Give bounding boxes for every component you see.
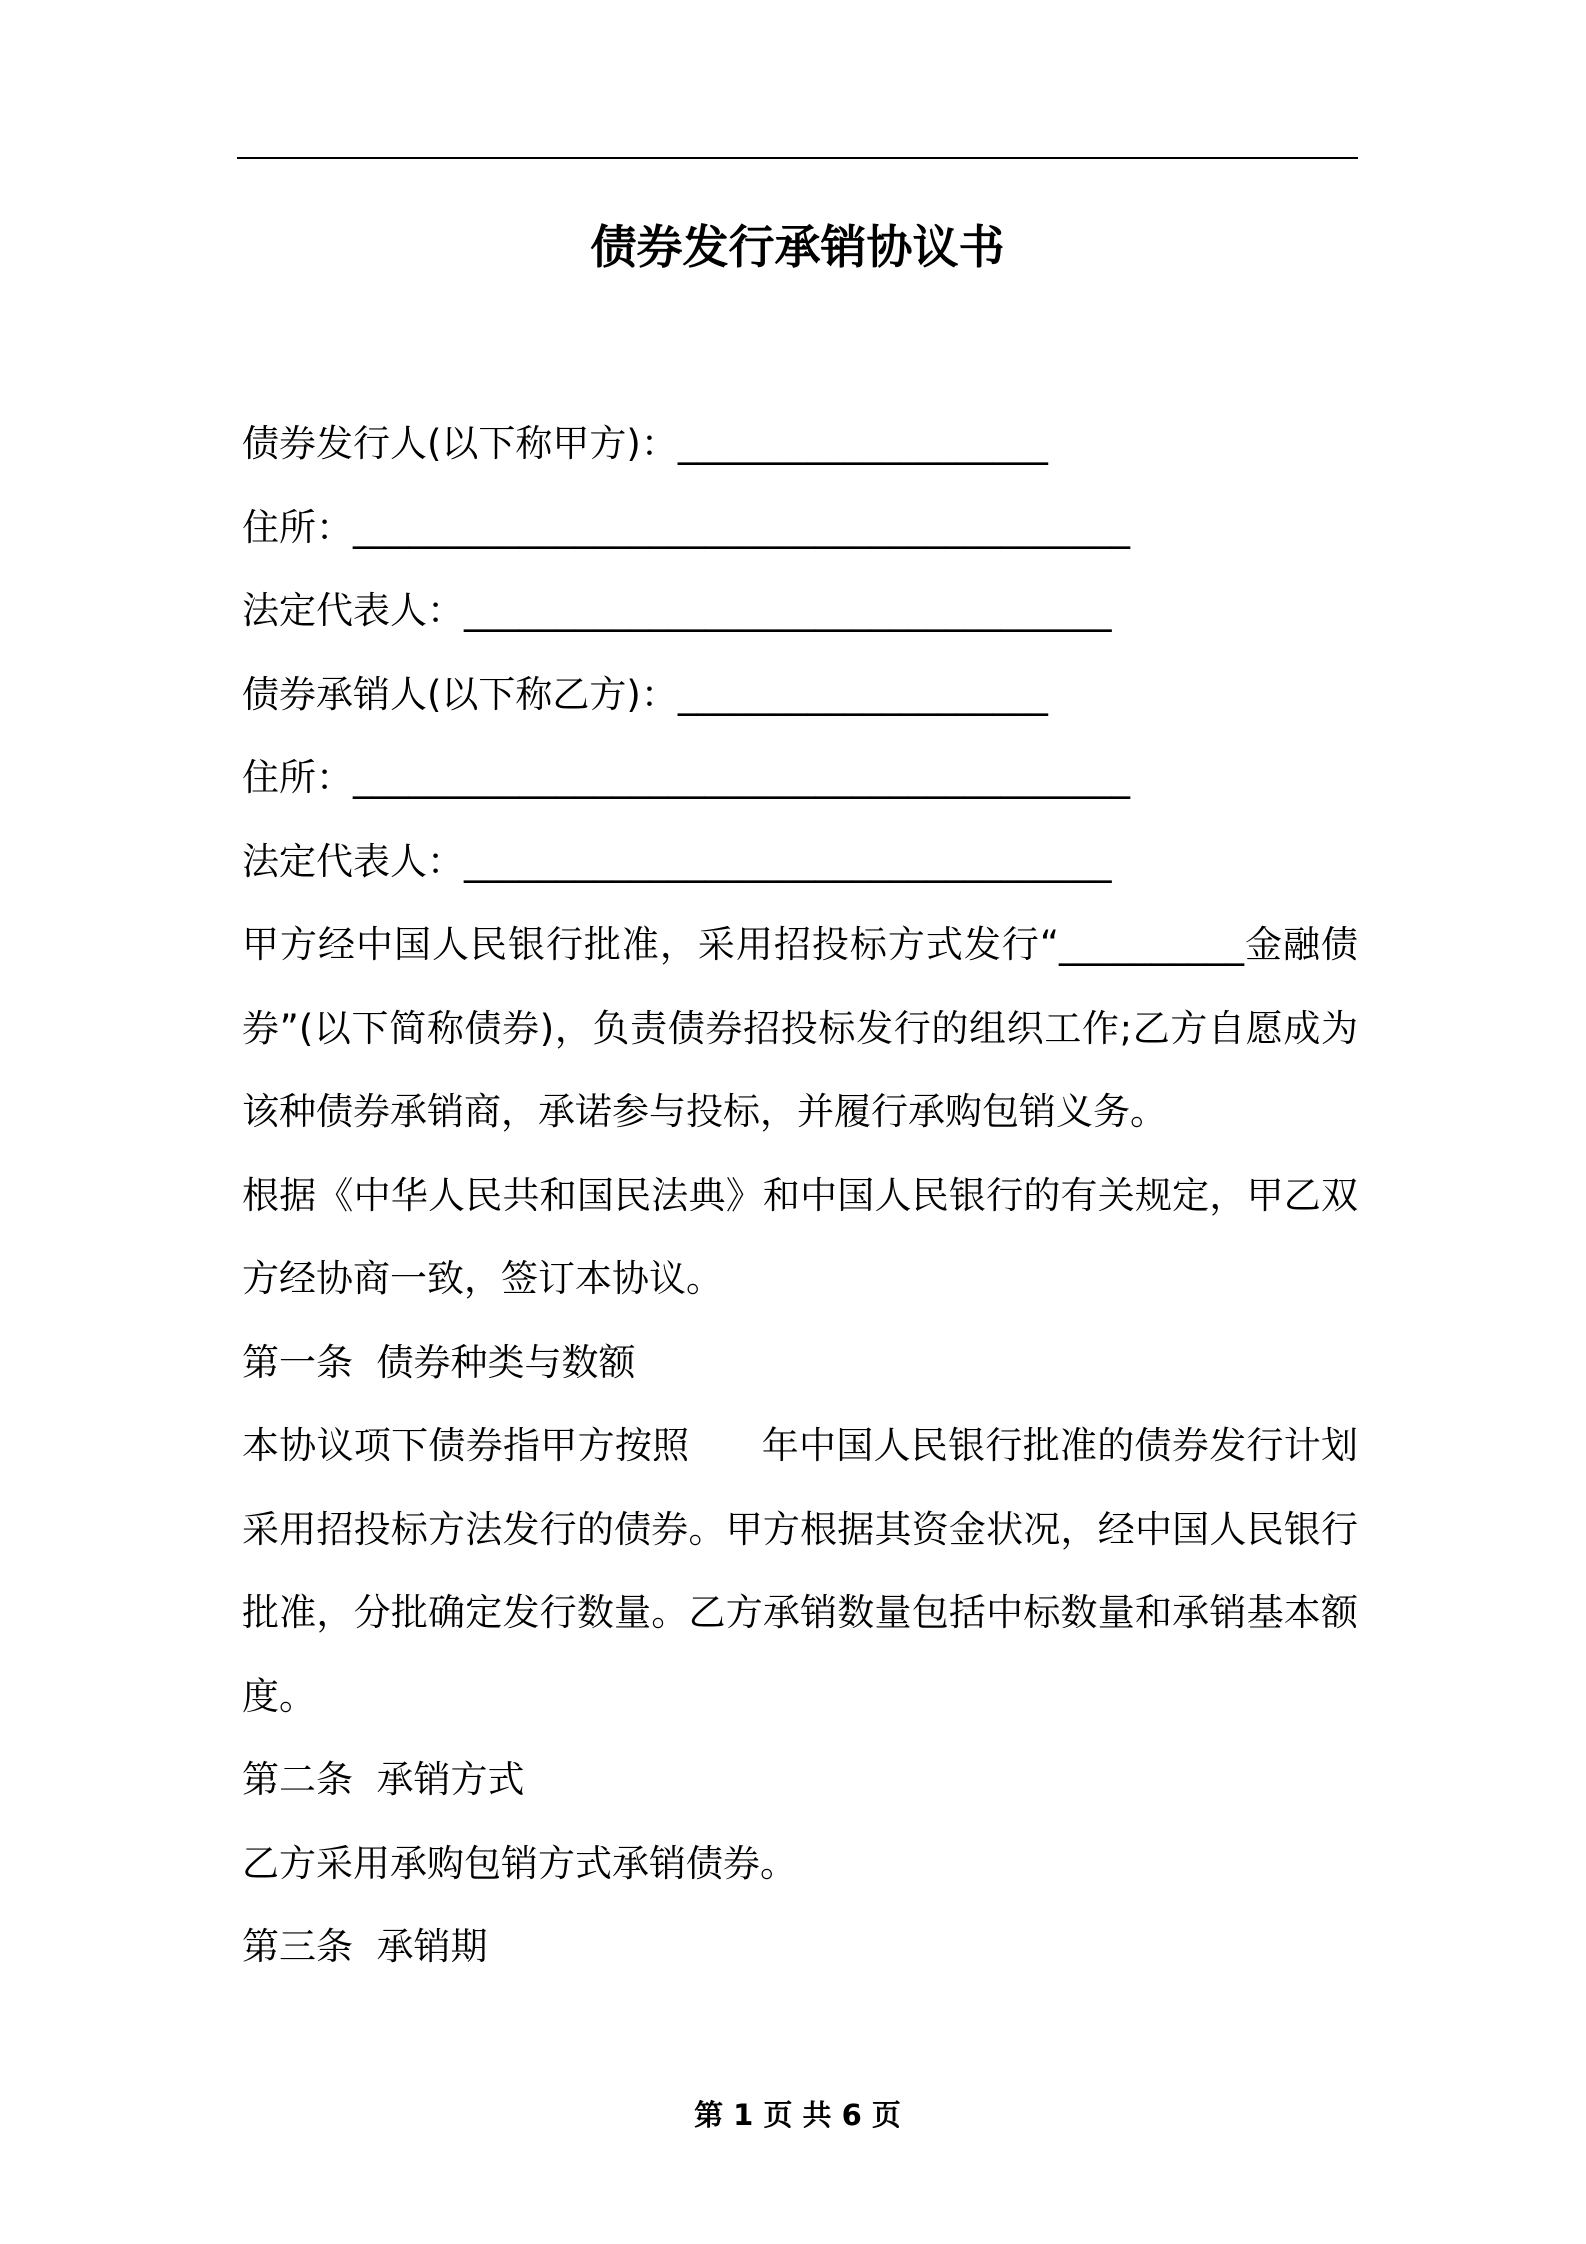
issuer-address-blank: __________________________________________	[353, 505, 1130, 549]
underwriter-address-label: 住所：	[242, 756, 353, 799]
underwriter-line	[242, 653, 1358, 737]
article-3-heading: 第三条 承销期	[242, 1925, 488, 1968]
article-1-body: 本协议项下债券指甲方按照 年中国人民银行批准的债券发行计划采用招投标方法发行的债券。甲方根据其资金状况，经中国人民银行批准，分批确定发行数量。乙方承销数量包括中标数量和承销基本额度。	[242, 1424, 1358, 1718]
underwriter-rep-blank: ___________________________________	[464, 839, 1112, 883]
underwriter-address-line	[242, 736, 1358, 820]
underwriter-rep-label: 法定代表人：	[242, 839, 464, 883]
basis-paragraph: 根据《中华人民共和国民法典》和中国人民银行的有关规定，甲乙双方经协商一致，签订本协议。	[242, 1173, 1358, 1300]
issuer-rep-label: 法定代表人：	[242, 589, 464, 632]
header-rule	[237, 157, 1358, 159]
document-title: 债券发行承销协议书	[590, 220, 1005, 274]
issuer-label: 债券发行人(以下称甲方)：	[242, 422, 678, 465]
preamble-paragraph: 甲方经中国人民银行批准，采用招投标方式发行“__________金融债券”(以下简称债券)，负责债券招投标发行的组织工作;乙方自愿成为该种债券承销商，承诺参与投标，并履行承购包销义务。	[242, 923, 1358, 1133]
issuer-line	[242, 402, 1358, 486]
issuer-rep-line	[242, 569, 1358, 653]
issuer-rep-blank: ___________________________________	[464, 589, 1112, 632]
page-number: 第 1 页 共 6 页	[694, 2098, 901, 2132]
underwriter-rep-line	[242, 820, 1358, 904]
article-2-heading: 第二条 承销方式	[242, 1758, 525, 1801]
article-1-heading: 第一条 债券种类与数额	[242, 1340, 636, 1384]
underwriter-label: 债券承销人(以下称乙方)：	[242, 672, 678, 716]
document-body	[242, 402, 1358, 1989]
issuer-blank: ____________________	[677, 422, 1048, 465]
issuer-address-line	[242, 486, 1358, 570]
underwriter-address-blank: __________________________________________	[353, 756, 1130, 799]
article-2-body: 乙方采用承购包销方式承销债券。	[242, 1841, 797, 1885]
issuer-address-label: 住所：	[242, 505, 353, 549]
underwriter-blank: ____________________	[677, 672, 1048, 716]
